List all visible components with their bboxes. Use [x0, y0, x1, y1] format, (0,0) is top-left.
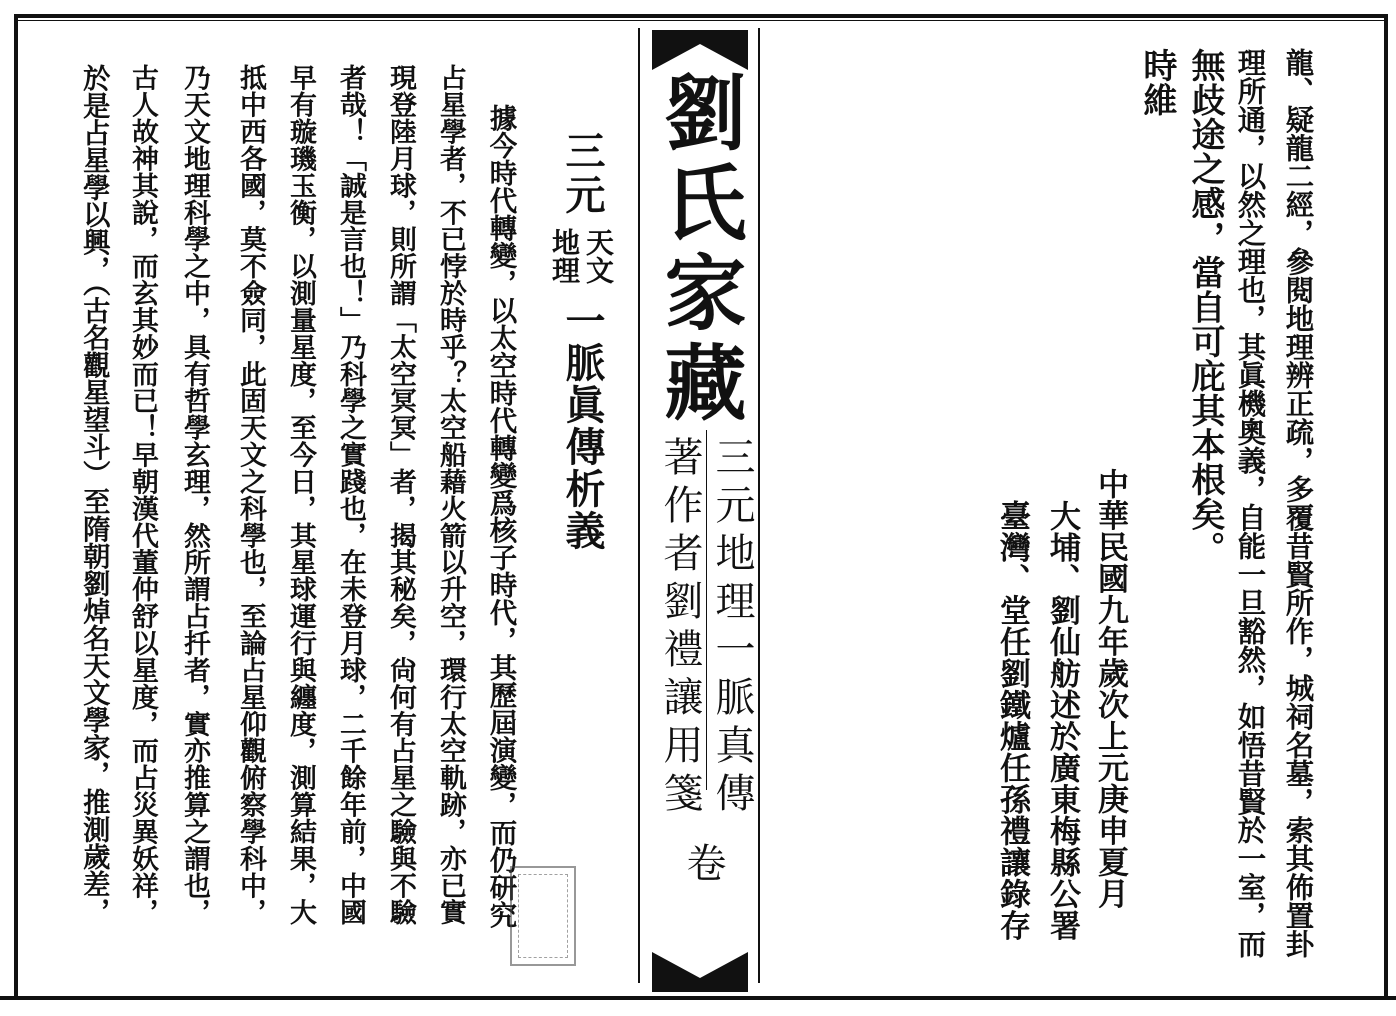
left-text-column-7: 乃天文地理科學之中，具有哲學玄理，然所謂占扦者，實亦推算之謂也， [178, 64, 210, 926]
spine-inner-rule [706, 430, 707, 790]
left-text-column-1: 據今時代轉變，以太空時代轉變爲核子時代，其歷屆演變，而仍研究 [484, 104, 517, 929]
left-text-column-9: 於是占星學以興，（古名觀星望斗）至隋朝劉焯名天文學家，推測歲差， [78, 64, 111, 925]
spine-left-rule [638, 28, 640, 983]
left-text-column-2: 占星學者，不已悖於時乎？太空船藉火箭以升空，環行太空軌跡，亦已實 [434, 64, 466, 926]
frame-top-thin-rule [14, 20, 1386, 21]
signature-copyist: 臺灣、堂任劉鐵爐任孫禮讓錄存 [994, 500, 1030, 941]
section-title-rest: 一脈眞傳析義 [559, 300, 606, 552]
fishtail-top-icon [652, 30, 748, 74]
right-text-column-4: 時維 [1137, 48, 1177, 117]
frame-left-rule [14, 14, 18, 1000]
signature-date: 中華民國九年歲次上元庚申夏月 [1092, 468, 1128, 909]
left-text-column-4: 者哉！「誠是言也！」乃科學之實踐也，在未登月球，二千餘年前，中國 [334, 64, 366, 926]
spine-subtitle-author: 著作者劉禮讓用箋 [657, 436, 703, 820]
section-title-small-2: 地理 [548, 228, 581, 284]
left-text-column-8: 古人故神其說，而玄其妙而已！早朝漢代董仲舒以星度，而占災異妖祥， [126, 64, 158, 926]
seal-stamp [510, 866, 576, 966]
spine-right-rule [758, 28, 760, 983]
right-text-column-2: 理所通，以然之理也，其眞機奧義，自能一旦豁然，如悟昔賢於一室，而 [1233, 48, 1268, 958]
spine-subtitle-series: 三元地理一脈真傳 [709, 436, 755, 820]
section-title-main: 三元 [559, 130, 606, 218]
left-text-column-6: 抵中西各國，莫不僉同，此固天文之科學也，至論占星仰觀俯察學科中， [234, 64, 266, 926]
spine-volume-label: 卷 [680, 842, 726, 882]
left-text-column-3: 現登陸月球，則所謂「太空冥冥」者，揭其秘矣，尙何有占星之驗與不驗 [384, 64, 416, 926]
spine-title: 劉氏家藏 [651, 70, 747, 430]
frame-top-rule [14, 14, 1386, 18]
frame-bottom-rule [0, 996, 1396, 1000]
signature-author: 大埔、劉仙舫述於廣東梅縣公署 [1044, 500, 1080, 941]
fishtail-bottom-icon [652, 948, 748, 992]
left-text-column-5: 早有璇璣玉衡，以測量星度，至今日，其星球運行與纏度，測算結果，大 [284, 64, 316, 926]
frame-right-rule [1384, 14, 1388, 1000]
section-title-small-1: 天文 [582, 228, 615, 284]
right-text-column-1: 龍、疑龍二經，參閱地理辨正疏，多覆昔賢所作，城祠名墓，索其佈置卦 [1281, 48, 1316, 958]
right-text-column-3: 無歧途之感，當自可庇其本根矣。 [1185, 48, 1225, 566]
